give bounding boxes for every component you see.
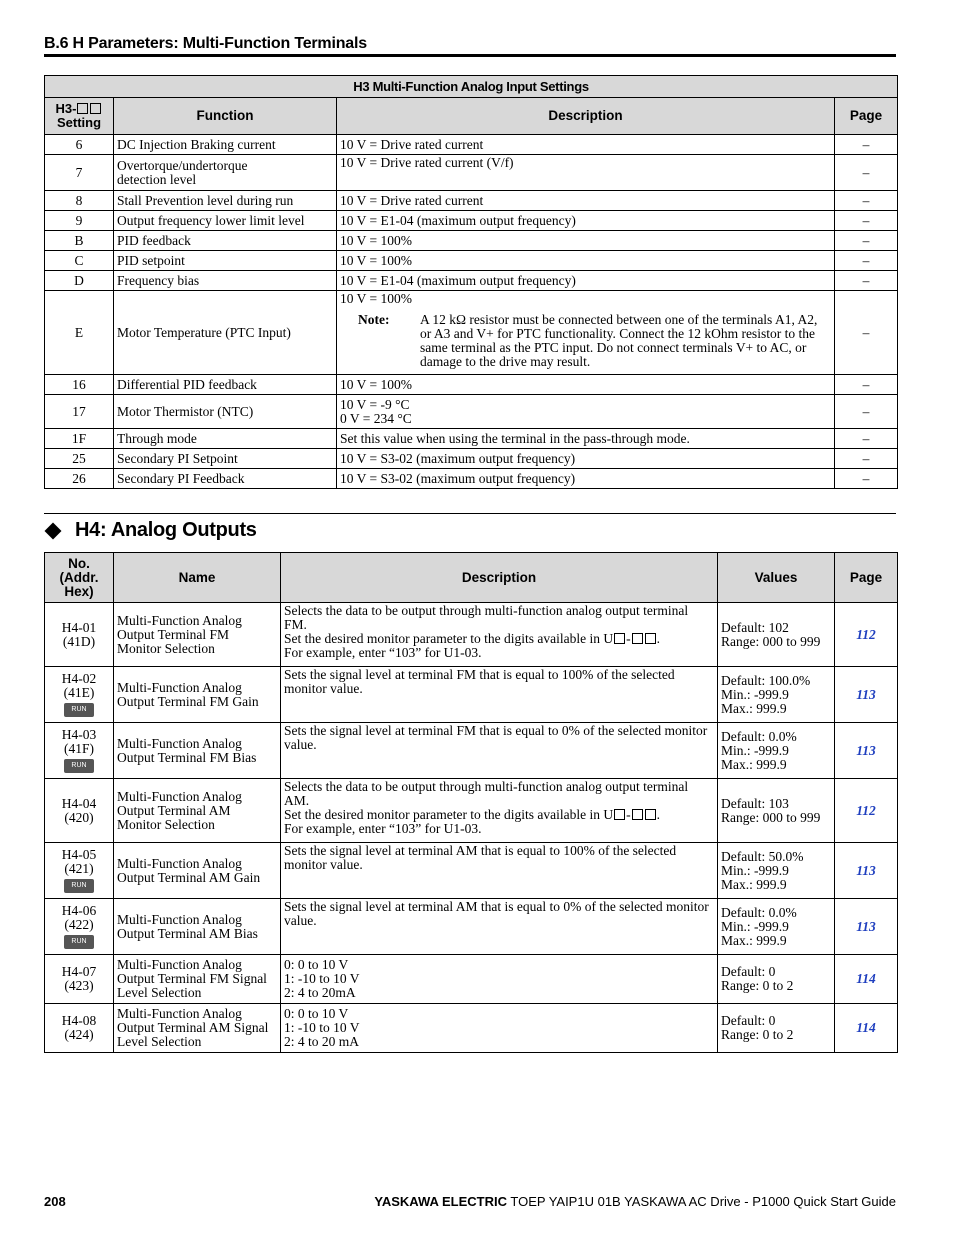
setting-cell: 7	[45, 155, 114, 191]
function-cell: Output frequency lower limit level	[114, 211, 337, 231]
description-text: Set the desired monitor parameter to the digits available in U	[284, 631, 614, 646]
setting-cell: 25	[45, 449, 114, 469]
section-rule	[44, 54, 896, 57]
values-cell	[718, 603, 835, 667]
digit-box-icon	[90, 103, 101, 114]
setting-cell: 17	[45, 395, 114, 429]
description-text: .	[656, 807, 661, 822]
h4-parameters-table	[44, 552, 898, 1053]
description-cell: 10 V = S3-02 (maximum output frequency)	[337, 449, 835, 469]
digit-box-icon	[645, 809, 656, 820]
digit-box-icon	[645, 633, 656, 644]
run-badge-icon: RUN	[64, 879, 94, 893]
value-line: Default: 50.0%	[721, 848, 804, 864]
page-cell: –	[835, 135, 898, 155]
table-row	[45, 429, 898, 449]
page-link[interactable]: 114	[835, 955, 898, 1004]
param-address: (424)	[64, 1027, 94, 1042]
param-number: H4-06	[61, 903, 97, 918]
page-cell: –	[835, 231, 898, 251]
value-line: Default: 0	[721, 964, 776, 979]
page-cell: –	[835, 211, 898, 231]
value-line: Min.: -999.9	[721, 862, 789, 878]
value-line: Max.: 999.9	[721, 700, 787, 716]
option-line: 1: -10 to 10 V	[284, 1020, 360, 1035]
table-row	[45, 291, 898, 375]
note-label: Note:	[358, 312, 390, 327]
param-number-cell	[45, 603, 114, 667]
run-badge-icon: RUN	[64, 759, 94, 773]
description-cell: 10 V = 100%	[337, 231, 835, 251]
description-cell: 10 V = E1-04 (maximum output frequency)	[337, 211, 835, 231]
name-cell: Multi-Function Analog Output Terminal AM Gain	[114, 843, 281, 899]
page-cell: –	[835, 155, 898, 191]
description-cell: 10 V = Drive rated current	[337, 191, 835, 211]
param-address: (41E)	[63, 685, 95, 700]
value-line: Default: 102	[721, 619, 789, 635]
function-cell: DC Injection Braking current	[114, 135, 337, 155]
description-cell: 10 V = Drive rated current (V/f)	[337, 155, 835, 191]
digit-box-icon	[632, 633, 643, 644]
page-cell: –	[835, 395, 898, 429]
param-number: H4-02	[61, 671, 97, 686]
value-line: Min.: -999.9	[721, 742, 789, 758]
table-row	[45, 191, 898, 211]
page-cell: –	[835, 449, 898, 469]
values-cell	[718, 899, 835, 955]
function-column-header: Function	[114, 98, 337, 135]
option-line: 0: 0 to 10 V	[284, 1006, 349, 1021]
function-cell: Secondary PI Setpoint	[114, 449, 337, 469]
name-column-header: Name	[114, 553, 281, 603]
description-text: Set the desired monitor parameter to the digits available in U	[284, 807, 614, 822]
name-cell: Multi-Function Analog Output Terminal FM Signal Level Selection	[114, 955, 281, 1004]
digit-box-icon	[632, 809, 643, 820]
table-row	[45, 603, 898, 667]
function-cell: Differential PID feedback	[114, 375, 337, 395]
value-line: Default: 0.0%	[721, 904, 797, 920]
param-number: H4-07	[61, 964, 97, 979]
page-link[interactable]: 112	[835, 603, 898, 667]
page-link[interactable]: 113	[835, 843, 898, 899]
setting-cell: C	[45, 251, 114, 271]
description-text: 10 V = 100%	[340, 291, 412, 306]
option-line: 2: 4 to 20 mA	[284, 1034, 360, 1049]
setting-column-header	[45, 98, 114, 135]
function-cell: Secondary PI Feedback	[114, 469, 337, 489]
description-cell: Sets the signal level at terminal FM that is equal to 100% of the selected monitor value.	[281, 667, 718, 723]
function-cell: Motor Temperature (PTC Input)	[114, 291, 337, 375]
hex-header-line: Hex)	[64, 583, 94, 599]
value-line: Default: 100.0%	[721, 672, 811, 688]
page-link[interactable]: 113	[835, 899, 898, 955]
description-column-header: Description	[337, 98, 835, 135]
footer-doc-title: TOEP YAIP1U 01B YASKAWA AC Drive - P1000 Quick Start Guide	[507, 1194, 896, 1209]
h4-heading	[44, 519, 257, 542]
function-cell: Through mode	[114, 429, 337, 449]
page-cell: –	[835, 271, 898, 291]
description-cell: 10 V = S3-02 (maximum output frequency)	[337, 469, 835, 489]
description-column-header: Description	[281, 553, 718, 603]
param-number-cell	[45, 899, 114, 955]
description-cell: Set this value when using the terminal in the pass-through mode.	[337, 429, 835, 449]
description-line: For example, enter “103” for U1-03.	[284, 821, 482, 836]
description-line: Selects the data to be output through multi-function analog output terminal AM.	[284, 779, 689, 808]
setting-cell: 1F	[45, 429, 114, 449]
table-row	[45, 155, 898, 191]
table-row	[45, 251, 898, 271]
h3-settings-table	[44, 75, 898, 489]
page-cell: –	[835, 291, 898, 375]
value-line: Min.: -999.9	[721, 686, 789, 702]
page-cell: –	[835, 469, 898, 489]
name-cell: Multi-Function Analog Output Terminal FM Gain	[114, 667, 281, 723]
table-row	[45, 271, 898, 291]
function-cell: PID setpoint	[114, 251, 337, 271]
digit-box-icon	[614, 633, 625, 644]
name-cell: Multi-Function Analog Output Terminal FM Bias	[114, 723, 281, 779]
table-row	[45, 135, 898, 155]
description-line: 10 V = -9 °C	[340, 396, 410, 412]
value-line: Max.: 999.9	[721, 932, 787, 948]
param-number-cell	[45, 843, 114, 899]
param-number: H4-04	[61, 795, 97, 811]
description-cell: Sets the signal level at terminal FM that is equal to 0% of the selected monitor value.	[281, 723, 718, 779]
run-badge-icon: RUN	[64, 935, 94, 949]
param-address: (41D)	[62, 633, 96, 649]
section-header: B.6 H Parameters: Multi-Function Terminals	[44, 35, 367, 52]
setting-cell: 8	[45, 191, 114, 211]
no-header-line: No.	[68, 555, 90, 571]
setting-cell: B	[45, 231, 114, 251]
setting-cell: 9	[45, 211, 114, 231]
addr-header-line: (Addr.	[59, 569, 99, 585]
param-address: (422)	[64, 917, 94, 932]
description-cell	[281, 603, 718, 667]
param-number: H4-03	[61, 727, 97, 742]
function-cell: Stall Prevention level during run	[114, 191, 337, 211]
param-address: (421)	[64, 861, 94, 876]
value-line: Range: 000 to 999	[721, 809, 821, 825]
h4-heading-text: H4: Analog Outputs	[75, 519, 257, 541]
param-number-cell	[45, 667, 114, 723]
value-line: Default: 103	[721, 795, 789, 811]
diamond-bullet-icon	[45, 522, 62, 539]
param-number-cell	[45, 1004, 114, 1053]
param-number-cell	[45, 779, 114, 843]
name-cell: Multi-Function Analog Output Terminal AM Bias	[114, 899, 281, 955]
function-cell: PID feedback	[114, 231, 337, 251]
param-number: H4-08	[61, 1013, 97, 1028]
setting-cell: D	[45, 271, 114, 291]
description-cell: 10 V = E1-04 (maximum output frequency)	[337, 271, 835, 291]
option-line: 2: 4 to 20mA	[284, 985, 356, 1000]
function-cell: Overtorque/undertorque detection level	[114, 155, 337, 191]
page-cell: –	[835, 429, 898, 449]
function-cell: Frequency bias	[114, 271, 337, 291]
values-cell	[718, 1004, 835, 1053]
description-cell: 10 V = Drive rated current	[337, 135, 835, 155]
description-text: -	[626, 807, 631, 822]
name-cell: Multi-Function Analog Output Terminal AM Monitor Selection	[114, 779, 281, 843]
description-cell: Sets the signal level at terminal AM that is equal to 100% of the selected monitor value.	[281, 843, 718, 899]
table-row	[45, 723, 898, 779]
note-block	[340, 313, 831, 369]
name-cell: Multi-Function Analog Output Terminal FM Monitor Selection	[114, 603, 281, 667]
page-link[interactable]: 114	[835, 1004, 898, 1053]
description-line: 0 V = 234 °C	[340, 410, 412, 426]
function-cell: Motor Thermistor (NTC)	[114, 395, 337, 429]
setting-prefix: H3-	[55, 101, 77, 116]
option-line: 0: 0 to 10 V	[284, 957, 349, 972]
table-row	[45, 469, 898, 489]
page-link[interactable]: 113	[835, 667, 898, 723]
description-text: .	[656, 631, 661, 646]
name-cell: Multi-Function Analog Output Terminal AM Signal Level Selection	[114, 1004, 281, 1053]
value-line: Range: 000 to 999	[721, 633, 821, 649]
param-address: (41F)	[64, 741, 94, 756]
description-cell	[281, 779, 718, 843]
table-row	[45, 955, 898, 1004]
page-cell: –	[835, 191, 898, 211]
description-line: For example, enter “103” for U1-03.	[284, 645, 482, 660]
table-row	[45, 1004, 898, 1053]
values-cell	[718, 667, 835, 723]
page-link[interactable]: 112	[835, 779, 898, 843]
table-caption: H3 Multi-Function Analog Input Settings	[45, 76, 898, 98]
page-column-header: Page	[835, 98, 898, 135]
table-row	[45, 375, 898, 395]
digit-box-icon	[614, 809, 625, 820]
value-line: Max.: 999.9	[721, 876, 787, 892]
setting-cell: 16	[45, 375, 114, 395]
description-cell	[281, 1004, 718, 1053]
value-line: Min.: -999.9	[721, 918, 789, 934]
note-text: A 12 kΩ resistor must be connected between one of the terminals A1, A2, or A3 and V+ for PTC functionality. Connect the 12 kOhm resistor to the same terminal as the PTC input. Do not connect terminals V+ to AC, or damage to the drive may result.	[420, 312, 818, 369]
table-row	[45, 449, 898, 469]
value-line: Default: 0	[721, 1013, 776, 1028]
values-cell	[718, 723, 835, 779]
description-cell: 10 V = 100%	[337, 375, 835, 395]
values-cell	[718, 779, 835, 843]
setting-cell: 6	[45, 135, 114, 155]
description-cell	[281, 955, 718, 1004]
description-line: Selects the data to be output through multi-function analog output terminal FM.	[284, 603, 689, 632]
section-rule	[44, 513, 896, 514]
param-number-cell	[45, 955, 114, 1004]
values-cell	[718, 955, 835, 1004]
setting-cell: 26	[45, 469, 114, 489]
page-link[interactable]: 113	[835, 723, 898, 779]
description-cell	[337, 395, 835, 429]
values-cell	[718, 843, 835, 899]
param-address: (423)	[64, 978, 94, 993]
table-row	[45, 843, 898, 899]
table-row	[45, 779, 898, 843]
param-address: (420)	[64, 809, 94, 825]
setting-suffix: Setting	[56, 115, 102, 130]
description-line	[284, 808, 714, 822]
table-row	[45, 395, 898, 429]
description-text: -	[626, 631, 631, 646]
value-line: Default: 0.0%	[721, 728, 797, 744]
page-cell: –	[835, 251, 898, 271]
value-line: Range: 0 to 2	[721, 1027, 794, 1042]
description-cell	[337, 291, 835, 375]
description-cell: 10 V = 100%	[337, 251, 835, 271]
footer-brand: YASKAWA ELECTRIC	[374, 1194, 508, 1209]
description-line	[284, 632, 714, 646]
footer-doc-info	[374, 1194, 896, 1209]
run-badge-icon: RUN	[64, 703, 94, 717]
values-column-header: Values	[718, 553, 835, 603]
param-number-cell	[45, 723, 114, 779]
page-column-header: Page	[835, 553, 898, 603]
description-cell: Sets the signal level at terminal AM that is equal to 0% of the selected monitor value.	[281, 899, 718, 955]
param-number: H4-05	[61, 847, 97, 862]
option-line: 1: -10 to 10 V	[284, 971, 360, 986]
table-row	[45, 899, 898, 955]
table-row	[45, 211, 898, 231]
value-line: Range: 0 to 2	[721, 978, 794, 993]
page-cell: –	[835, 375, 898, 395]
value-line: Max.: 999.9	[721, 756, 787, 772]
footer-page-number: 208	[44, 1194, 66, 1209]
param-number: H4-01	[61, 619, 97, 635]
table-row	[45, 231, 898, 251]
digit-box-icon	[77, 103, 88, 114]
no-column-header	[45, 553, 114, 603]
table-row	[45, 667, 898, 723]
setting-cell: E	[45, 291, 114, 375]
